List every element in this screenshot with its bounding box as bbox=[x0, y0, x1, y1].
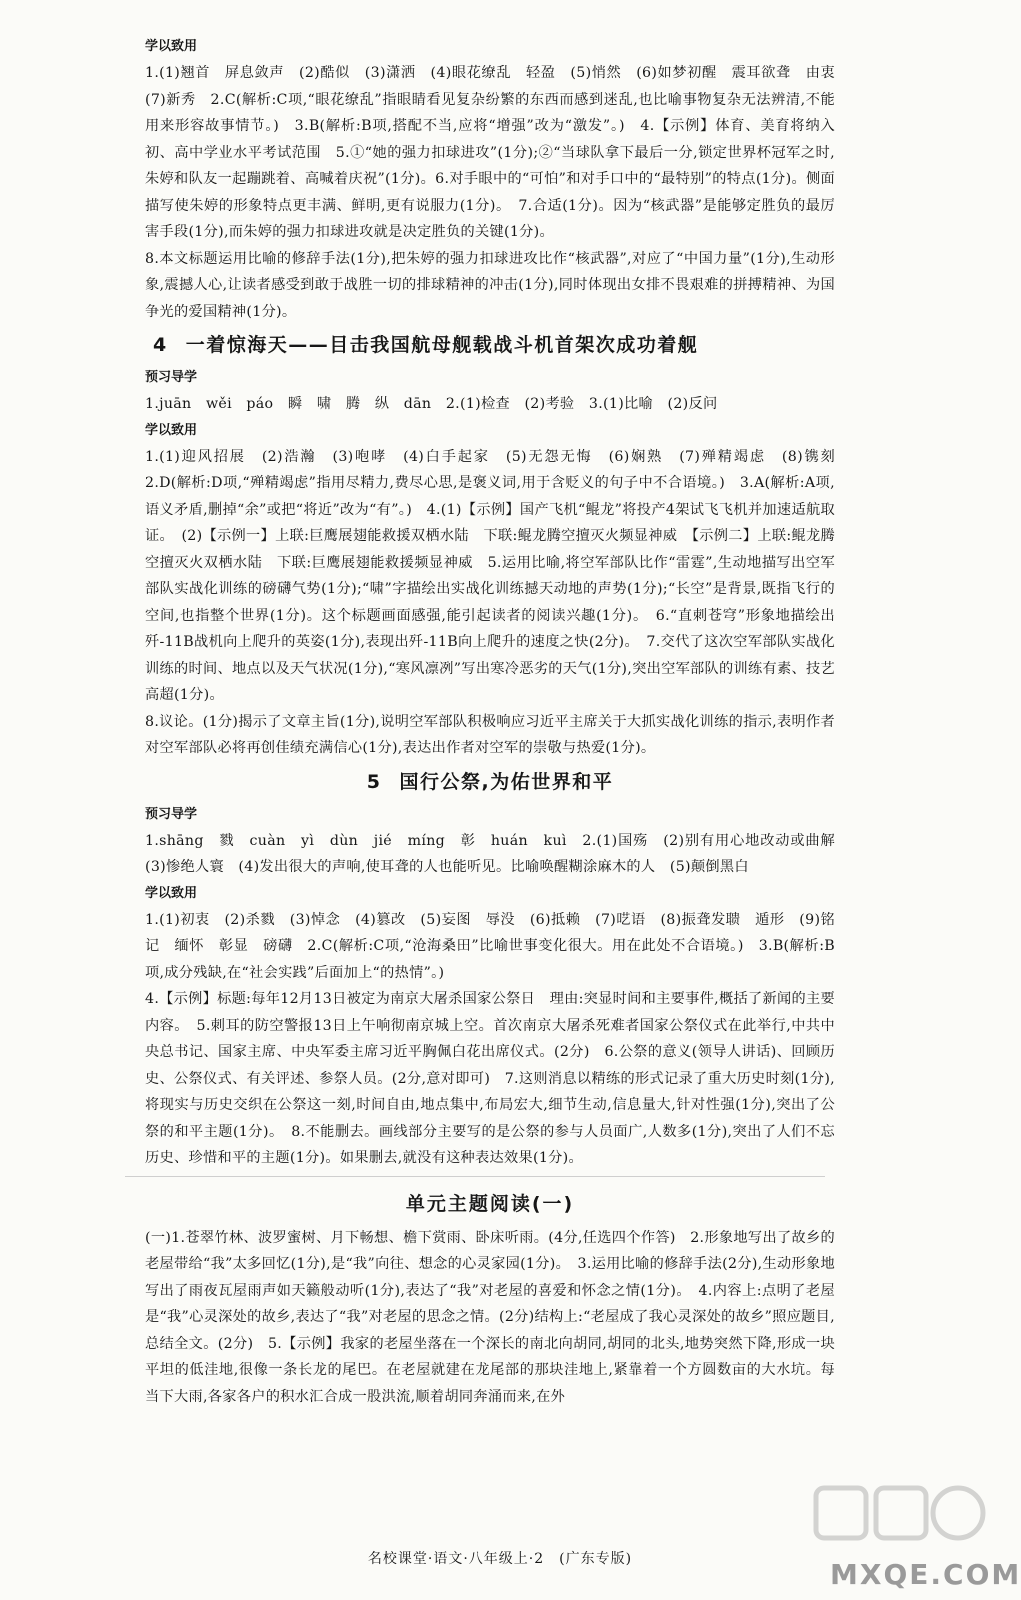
answer-paragraph: 8.议论。(1分)揭示了文章主旨(1分),说明空军部队积极响应习近平主席关于大抓实战化训练的指示,表明作者对空军部队必将再创佳绩充满信心(1分),表达出作者对空军的崇敬与热爱(1分)。 bbox=[145, 713, 835, 756]
lesson-title-text: 一着惊海天——目击我国航母舰载战斗机首架次成功着舰 bbox=[185, 334, 699, 356]
divider bbox=[125, 1176, 825, 1177]
section-label-apply: 学以致用 bbox=[145, 422, 198, 438]
answer-paragraph: 1.(1)迎风招展 (2)浩瀚 (3)咆哮 (4)白手起家 (5)无怨无悔 (6)娴熟 (7)殚精竭虑 (8)镌刻 2.D(解析:D项,“殚精竭虑”指用尽精力,费尽心思,是褒义词,用于含贬义的句子中不合语境。) 3.A(解析:A项,语义矛盾,删掉“余”或把“将近”改为“有”。) 4.(1)【示例】国产飞机“鲲龙”将投产4架试飞飞机并加速适航取证。 (2)【示例一】上联:巨鹰展翅能救援双栖水陆 下联:鲲龙腾空擅灭火频显神威 【示例二】上联:鲲龙腾空擅灭火双栖水陆 下联:巨鹰展翅能救援频显神威 5.运用比喻,将空军部队比作“雷霆”,生动地描写出空军部队实战化训练的磅礴气势(1分);“啸”字描绘出实战化训练撼天动地的声势(1分);“长空”是背景,既指飞行的空间,也指整个世界(1分)。这个标题画面感强,能引起读者的阅读兴趣(1分)。 6.“直刺苍穹”形象地描绘出歼-11B战机向上爬升的英姿(1分),表现出歼-11B向上爬升的速度之快(2分)。 7.交代了这次空军部队实战化训练的时间、地点以及天气状况(1分),“寒风凛冽”写出寒冷恶劣的天气(1分),突出空军部队的训练有素、技艺高超(1分)。 bbox=[145, 448, 850, 703]
answer-paragraph: 1.juān wěi páo 瞬 啸 腾 纵 dān 2.(1)检查 (2)考验 3.(1)比喻 (2)反问 bbox=[145, 396, 718, 412]
section-label-apply: 学以致用 bbox=[145, 885, 198, 901]
lesson-title-text: 国行公祭,为佑世界和平 bbox=[399, 770, 614, 793]
answer-paragraph: 1.shāng 戮 cuàn yì dùn jié míng 彰 huán kuì 2.(1)国殇 (2)别有用心地改动或曲解 (3)惨绝人寰 (4)发出很大的声响,使耳聋的人也能听见。比喻唤醒糊涂麻木的人 (5)颠倒黑白 bbox=[145, 832, 850, 875]
answer-paragraph: 1.(1)初衷 (2)杀戮 (3)悼念 (4)篡改 (5)妄图 辱没 (6)抵赖 (7)呓语 (8)振聋发聩 遁形 (9)铭记 缅怀 彰显 磅礴 2.C(解析:C项,“沧海桑田”比喻世事变化很大。用在此处不合语境。) 3.B(解析:B项,成分残缺,在“社会实践”后面加上“的热情”。) bbox=[145, 911, 835, 981]
lesson-5-title bbox=[145, 762, 835, 802]
answer-paragraph: (一)1.苍翠竹林、波罗蜜树、月下畅想、檐下赏雨、卧床听雨。(4分,任选四个作答) 2.形象地写出了故乡的老屋带给“我”太多回忆(1分),是“我”向往、想念的心灵家园(1分)。 3.运用比喻的修辞手法(2分),生动形象地写出了雨夜瓦屋雨声如天籁般动听(1分),表达了“我”对老屋的喜爱和怀念之情(1分)。 4.内容上:点明了老屋是“我”心灵深处的故乡,表达了“我”对老屋的思念之情。(2分)结构上:“老屋成了我心灵深处的故乡”照应题目,总结全文。(2分) 5.【示例】我家的老屋坐落在一个深长的南北向胡同,胡同的北头,地势突然下降,形成一块平坦的低洼地,很像一条长龙的尾巴。在老屋就建在龙尾部的那块洼地上,紧靠着一个方圆数亩的大水坑。每当下大雨,各家各户的积水汇合成一股洪流,顺着胡同奔涌而来,在外 bbox=[145, 1229, 835, 1405]
lesson-number: 4 bbox=[153, 334, 168, 356]
section-label-preview: 预习导学 bbox=[145, 806, 198, 822]
answer-paragraph: 1.(1)翘首 屏息敛声 (2)酷似 (3)潇洒 (4)眼花缭乱 轻盈 (5)悄然 (6)如梦初醒 震耳欲聋 由衷 (7)新秀 2.C(解析:C项,“眼花缭乱”指眼睛看见复杂纷繁的东西而感到迷乱,也比喻事物复杂无法辨清,不能用来形容故事情节。) 3.B(解析:B项,搭配不当,应将“增强”改为“激发”。) 4.【示例】体育、美育将纳入初、高中学业水平考试范围 5.①“她的强力扣球进攻”(1分);②“当球队拿下最后一分,锁定世界杯冠军之时,朱婷和队友一起蹦跳着、高喊着庆祝”(1分)。6.对手眼中的“可怕”和对手口中的“最特别”的特点(1分)。侧面描写使朱婷的形象特点更丰满、鲜明,更有说服力(1分)。 7.合适(1分)。因为“核武器”是能够定胜负的最厉害手段(1分),而朱婷的强力扣球进攻就是决定胜负的关键(1分)。 bbox=[145, 65, 850, 240]
section-label-preview: 预习导学 bbox=[145, 370, 198, 385]
unit-reading-title: 单元主题阅读(一) bbox=[405, 1192, 575, 1215]
lesson-number: 5 bbox=[366, 770, 382, 793]
lesson-4-title bbox=[145, 325, 835, 365]
answer-paragraph: 4.【示例】标题:每年12月13日被定为南京大屠杀国家公祭日 理由:突显时间和主要事件,概括了新闻的主要内容。 5.刺耳的防空警报13日上午响彻南京城上空。首次南京大屠杀死难者国家公祭仪式在此举行,中共中央总书记、国家主席、中央军委主席习近平胸佩白花出席仪式。(2分) 6.公祭的意义(领导人讲话)、回顾历史、公祭仪式、有关评述、参祭人员。(2分,意对即可) 7.这则消息以精练的形式记录了重大历史时刻(1分),将现实与历史交织在公祭这一刻,时间自由,地点集中,布局宏大,细节生动,信息量大,针对性强(1分),突出了公祭的和平主题(1分)。 8.不能删去。画线部分主要写的是公祭的参与人员面广,人数多(1分),突出了人们不忘历史、珍惜和平的主题(1分)。如果删去,就没有这种表达效果(1分)。 bbox=[145, 991, 835, 1166]
answer-paragraph: 8.本文标题运用比喻的修辞手法(1分),把朱婷的强力扣球进攻比作“核武器”,对应了“中国力量”(1分),生动形象,震撼人心,让读者感受到敢于战胜一切的排球精神的冲击(1分),同时体现出女排不畏艰难的拼搏精神、为国争光的爱国精神(1分)。 bbox=[145, 250, 835, 320]
section-label-apply: 学以致用 bbox=[145, 39, 198, 54]
watermark-text: MXQE.COM bbox=[830, 1558, 1021, 1591]
page-footer: 名校课堂·语文·八年级上·2 (广东专版) bbox=[367, 1551, 633, 1567]
answer-page bbox=[145, 34, 850, 1410]
